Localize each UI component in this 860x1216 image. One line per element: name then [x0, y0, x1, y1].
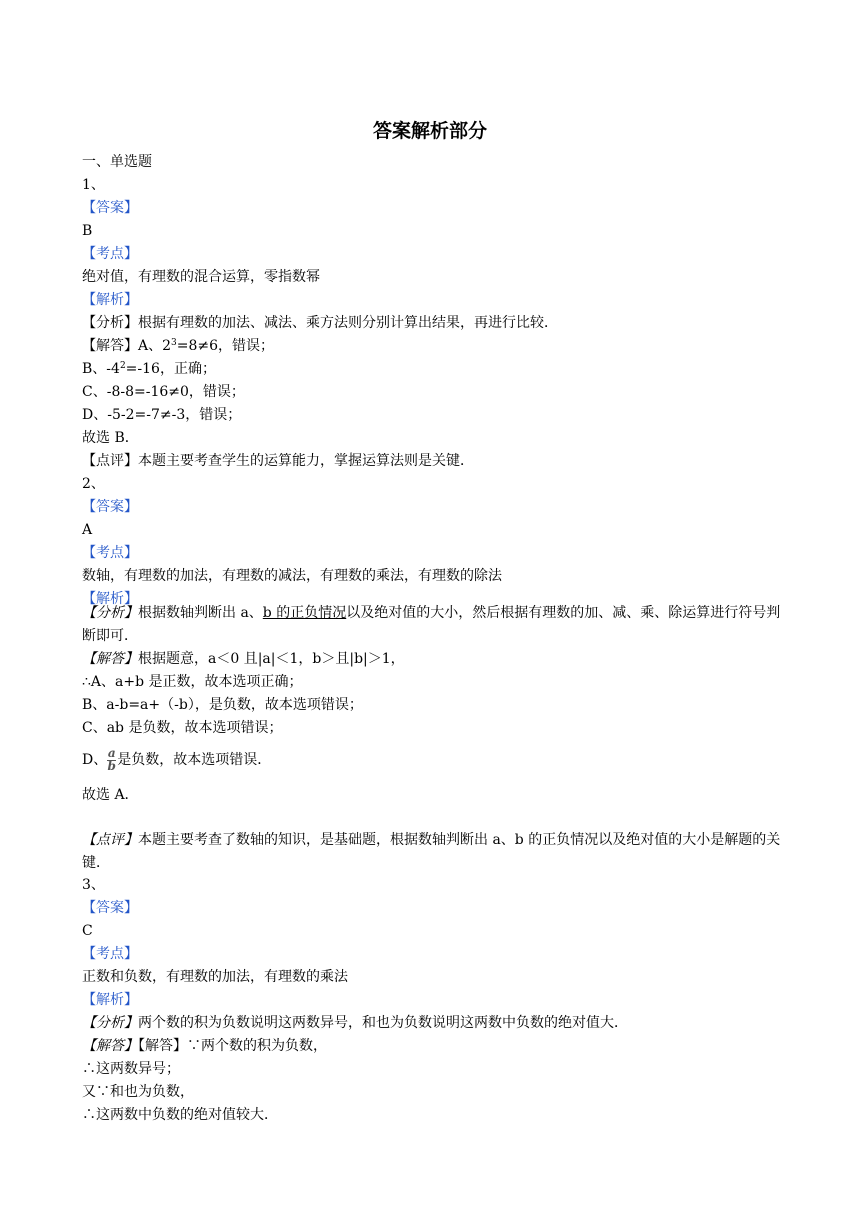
section-heading: 一、单选题: [82, 154, 152, 170]
q1-solution-a: 【解答】A、$2^3=8\ne 6$，错误；: [82, 338, 275, 354]
q2-jiexi-tag: 【解析】: [82, 591, 138, 607]
q1-analysis: 【分析】根据有理数的加法、减法、乘方法则分别计算出结果，再进行比较．: [82, 315, 558, 331]
q1-answer-tag: 【答案】: [82, 200, 138, 216]
q2-analysis: 【分析】根据数轴判断出 a、b 的正负情况以及绝对值的大小，然后根据有理数的加、减、乘、除运算进行符号判断即可．: [82, 605, 781, 644]
q3-solution-line2: 又∵和也为负数，: [82, 1084, 194, 1100]
q2-solution-c: C、ab 是负数，故本选项错误；: [82, 720, 283, 736]
q3-solution-line1: ∴这两数异号；: [82, 1061, 180, 1077]
q1-answer: B: [82, 223, 93, 239]
q2-kaodian-tag: 【考点】: [82, 545, 138, 561]
q2-solution: 【解答】根据题意，a＜0 且|a|＜1，b＞且|b|＞1，: [82, 651, 405, 667]
q2-solution-b: B、a-b=a+（-b），是负数，故本选项错误；: [82, 697, 363, 713]
q3-answer-tag: 【答案】: [82, 900, 138, 916]
q2-solution-a: ∴A、a+b 是正数，故本选项正确；: [82, 674, 303, 690]
q3-solution-line3: ∴这两数中负数的绝对值较大．: [82, 1107, 278, 1123]
q1-solution-d: D、-5-2=-7≠-3，错误；: [82, 407, 242, 423]
page-title: 答案解析部分: [372, 120, 487, 142]
q1-kaodian: 绝对值，有理数的混合运算，零指数幂: [82, 269, 320, 285]
q3-analysis: 【分析】两个数的积为负数说明这两数异号，和也为负数说明这两数中负数的绝对值大．: [82, 1015, 628, 1031]
q2-answer: A: [82, 522, 93, 538]
q2-answer-tag: 【答案】: [82, 499, 138, 515]
q1-choice: 故选 B．: [82, 430, 139, 446]
fraction-a-over-b: $\frac{a}{b}$: [107, 746, 116, 773]
q2-number: 2、: [82, 476, 105, 492]
q1-jiexi-tag: 【解析】: [82, 292, 138, 308]
q2-solution-d: D、$\frac{a}{b}$是负数，故本选项错误．: [82, 746, 272, 773]
q3-answer: C: [82, 923, 93, 939]
q1-kaodian-tag: 【考点】: [82, 246, 138, 262]
q2-comment: 【点评】本题主要考查了数轴的知识，是基础题，根据数轴判断出 a、b 的正负情况以及绝对值的大小是解题的关键．: [82, 832, 781, 871]
q3-kaodian: 正数和负数，有理数的加法，有理数的乘法: [82, 969, 348, 985]
q3-number: 3、: [82, 877, 105, 893]
q1-number: 1、: [82, 177, 105, 193]
q2-choice: 故选 A．: [82, 787, 139, 803]
q3-kaodian-tag: 【考点】: [82, 946, 138, 962]
q3-solution: 【解答】【解答】∵两个数的积为负数，: [82, 1038, 327, 1054]
q1-solution-b: B、$-4^2=-16$，正确；: [82, 361, 216, 377]
q3-jiexi-tag: 【解析】: [82, 992, 138, 1008]
q1-comment: 【点评】本题主要考查学生的运算能力，掌握运算法则是关键．: [82, 453, 474, 469]
q1-solution-c: C、-8-8=-16≠0，错误；: [82, 384, 245, 400]
q2-kaodian: 数轴，有理数的加法，有理数的减法，有理数的乘法，有理数的除法: [82, 568, 502, 584]
